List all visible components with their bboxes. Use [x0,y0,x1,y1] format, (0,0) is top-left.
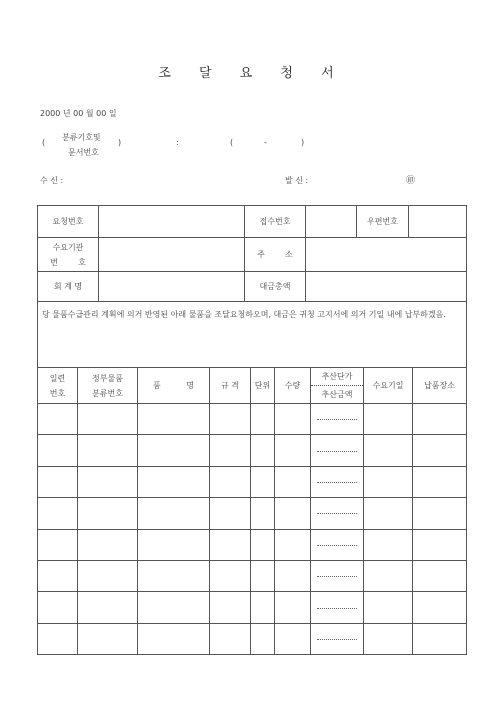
gov-class-no-header [78,368,138,404]
open-paren-2: ( [230,138,234,147]
seal-mark: ㊞ [406,176,416,186]
demand-date-cell[interactable] [364,435,413,466]
unit-cell[interactable] [251,560,275,591]
recipient-label: 수 신 : [40,176,64,185]
quantity-cell[interactable] [275,623,311,654]
unit-cell[interactable] [251,498,275,529]
serial-no-cell[interactable] [38,466,78,497]
demand-org-label [38,238,99,272]
account-name-label: 회 계 명 [38,272,99,302]
demand-org-label-line1: 수요기관 [52,242,84,252]
spec-cell[interactable] [210,560,251,591]
item-name-cell[interactable] [138,623,210,654]
price-amount-divider [317,451,357,452]
est-amount-header: 추산금액 [311,385,363,403]
item-name-cell[interactable] [138,404,210,435]
gov-class-no-cell[interactable] [78,623,138,654]
unit-cell[interactable] [251,623,275,654]
price-amount-cell[interactable] [311,404,364,435]
price-amount-cell[interactable] [311,498,364,529]
serial-no-header-line1: 일련 [49,373,66,383]
item-name-cell[interactable] [138,592,210,623]
gov-class-no-cell[interactable] [78,404,138,435]
item-name-cell[interactable] [138,498,210,529]
unit-cell[interactable] [251,529,275,560]
spec-cell[interactable] [210,404,251,435]
gov-class-no-cell[interactable] [78,498,138,529]
quantity-cell[interactable] [275,560,311,591]
serial-no-cell[interactable] [38,435,78,466]
request-form-table [37,205,467,368]
item-row [38,592,467,623]
address-field[interactable] [306,238,467,272]
price-amount-cell[interactable] [311,529,364,560]
delivery-place-cell[interactable] [413,592,467,623]
serial-no-cell[interactable] [38,560,78,591]
delivery-place-cell[interactable] [413,529,467,560]
sender-label: 발 신 : [285,176,309,185]
serial-no-cell[interactable] [38,623,78,654]
date-line: 2000 년 00 월 00 일 [40,109,117,118]
quantity-header: 수량 [275,368,311,404]
item-name-cell[interactable] [138,466,210,497]
demand-date-cell[interactable] [364,560,413,591]
item-row [38,529,467,560]
delivery-place-cell[interactable] [413,498,467,529]
account-name-field[interactable] [99,272,245,302]
receipt-no-field[interactable] [306,206,357,238]
open-paren: ( [42,138,46,147]
spec-cell[interactable] [210,592,251,623]
item-name-cell[interactable] [138,435,210,466]
price-amount-divider [317,576,357,577]
gov-class-no-cell[interactable] [78,466,138,497]
spec-cell[interactable] [210,435,251,466]
item-name-cell[interactable] [138,560,210,591]
receipt-no-label: 접수번호 [245,206,306,238]
unit-cell[interactable] [251,592,275,623]
gov-class-no-header-line1: 정부물품 [92,373,123,383]
price-amount-cell[interactable] [311,466,364,497]
item-name-cell[interactable] [138,529,210,560]
price-amount-divider [317,419,357,420]
price-amount-cell[interactable] [311,435,364,466]
serial-no-cell[interactable] [38,592,78,623]
price-amount-cell[interactable] [311,623,364,654]
delivery-place-cell[interactable] [413,466,467,497]
demand-date-cell[interactable] [364,592,413,623]
serial-no-cell[interactable] [38,498,78,529]
gov-class-no-cell[interactable] [78,560,138,591]
demand-date-cell[interactable] [364,529,413,560]
delivery-place-cell[interactable] [413,560,467,591]
price-amount-divider [317,482,357,483]
unit-header: 단위 [251,368,275,404]
demand-date-cell[interactable] [364,623,413,654]
address-label: 주 소 [245,238,306,272]
close-paren: ) [118,138,122,147]
quantity-cell[interactable] [275,404,311,435]
delivery-place-cell[interactable] [413,404,467,435]
serial-no-header [38,368,78,404]
demand-date-cell[interactable] [364,466,413,497]
demand-org-label-line2: 번 호 [50,257,86,267]
price-amount-divider [317,639,357,640]
demand-date-cell[interactable] [364,404,413,435]
total-amount-field[interactable] [306,272,467,302]
spec-cell[interactable] [210,529,251,560]
spec-cell[interactable] [210,623,251,654]
serial-no-cell[interactable] [38,404,78,435]
gov-class-no-cell[interactable] [78,592,138,623]
delivery-place-cell[interactable] [413,623,467,654]
demand-date-header: 수요기일 [364,368,413,404]
unit-cell[interactable] [251,435,275,466]
quantity-cell[interactable] [275,498,311,529]
delivery-place-cell[interactable] [413,435,467,466]
notice-text: 당 물품수급관리 계획에 의거 반영된 아래 물품을 조달요청하오며, 대금은 귀청 고지서에 의거 기일 내에 납부하겠음. [38,302,467,368]
est-price-header: 추산단가 [321,372,353,381]
price-amount-header [311,368,364,404]
spec-cell[interactable] [210,466,251,497]
gov-class-no-cell[interactable] [78,435,138,466]
item-row [38,623,467,654]
price-amount-divider [317,608,357,609]
request-no-label: 요청번호 [38,206,99,238]
postal-code-label: 우편번호 [357,206,409,238]
gov-class-no-header-line2: 분류번호 [92,388,123,398]
quantity-cell[interactable] [275,529,311,560]
close-paren-2: ) [301,138,305,147]
classification-colon: : [176,138,179,147]
items-table [37,367,467,655]
quantity-cell[interactable] [275,592,311,623]
gov-class-no-cell[interactable] [78,529,138,560]
demand-date-cell[interactable] [364,498,413,529]
item-name-header: 품 명 [138,368,210,404]
items-header-row [38,368,467,404]
price-amount-cell[interactable] [311,560,364,591]
quantity-cell[interactable] [275,466,311,497]
request-no-field[interactable] [99,206,245,238]
item-row [38,404,467,435]
price-amount-divider [317,545,357,546]
price-amount-divider [317,513,357,514]
classification-label-line2: 문서번호 [68,148,99,157]
unit-cell[interactable] [251,404,275,435]
serial-no-cell[interactable] [38,529,78,560]
demand-org-field[interactable] [99,238,245,272]
price-amount-cell[interactable] [311,592,364,623]
number-dash: - [264,138,267,147]
item-row [38,435,467,466]
spec-header: 규 격 [210,368,251,404]
total-amount-label: 대금총액 [245,272,306,302]
postal-code-field[interactable] [409,206,467,238]
classification-label-line1: 분류기호및 [62,133,101,142]
unit-cell[interactable] [251,466,275,497]
quantity-cell[interactable] [275,435,311,466]
item-row [38,560,467,591]
spec-cell[interactable] [210,498,251,529]
delivery-place-header: 납품장소 [413,368,467,404]
document-title: 조 달 요 청 서 [158,66,346,81]
item-row [38,466,467,497]
item-row [38,498,467,529]
serial-no-header-line2: 번호 [49,388,66,398]
